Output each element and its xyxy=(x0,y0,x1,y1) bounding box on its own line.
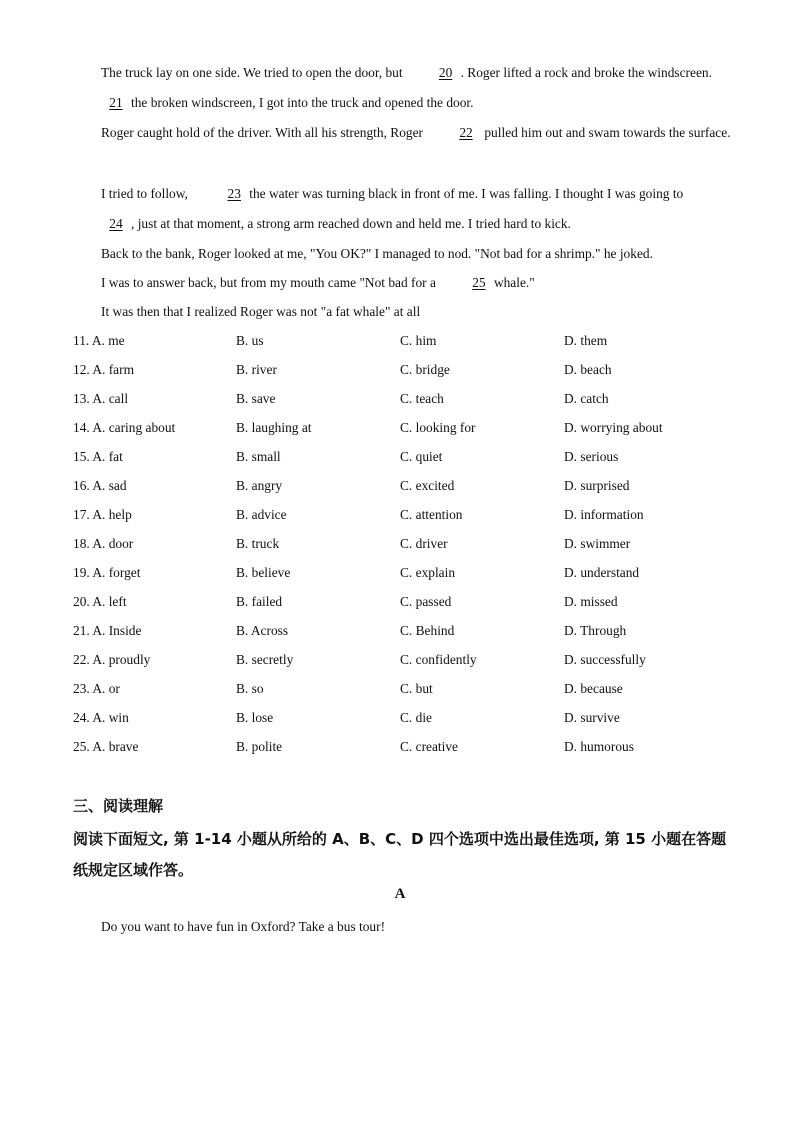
option-d: D. beach xyxy=(564,362,612,377)
option-d: D. survive xyxy=(564,710,620,725)
passage-text: . Roger lifted a rock and broke the windscreen. xyxy=(460,65,712,80)
option-c: C. him xyxy=(400,333,437,348)
option-a: 13. A. call xyxy=(73,391,129,406)
passage-text: pulled him out and swam towards the surface. xyxy=(481,125,731,140)
option-b: B. advice xyxy=(236,507,287,522)
question-row xyxy=(73,442,753,471)
question-row xyxy=(73,500,753,529)
option-c: C. confidently xyxy=(400,652,477,667)
question-row xyxy=(73,413,753,442)
option-c: C. explain xyxy=(400,565,456,580)
question-row xyxy=(73,674,753,703)
part-label: A xyxy=(394,886,406,902)
option-a: 22. A. proudly xyxy=(73,652,151,667)
option-a: 15. A. fat xyxy=(73,449,123,464)
option-a: 23. A. or xyxy=(73,681,120,696)
option-d: D. worrying about xyxy=(564,420,663,435)
question-row xyxy=(73,616,753,645)
passage-paragraph-6: It was then that I realized Roger was not "a fat whale" at all xyxy=(101,304,421,319)
option-c: C. Behind xyxy=(400,623,455,638)
question-row xyxy=(73,587,753,616)
passage-text: Roger caught hold of the driver. With all his strength, Roger xyxy=(101,125,424,140)
option-b: B. so xyxy=(236,681,264,696)
option-a: 25. A. brave xyxy=(73,739,139,754)
reading-first-line: Do you want to have fun in Oxford? Take a bus tour! xyxy=(101,919,386,934)
option-d: D. because xyxy=(564,681,623,696)
option-b: B. lose xyxy=(236,710,274,725)
option-a: 14. A. caring about xyxy=(73,420,176,435)
answer-options-list xyxy=(73,326,753,761)
option-a: 18. A. door xyxy=(73,536,134,551)
option-b: B. failed xyxy=(236,594,283,609)
passage-text: I was to answer back, but from my mouth came "Not bad for a xyxy=(101,275,436,290)
passage-text: the water was turning black in front of me. I was falling. I thought I was going to xyxy=(249,186,684,201)
question-row xyxy=(73,326,753,355)
option-c: C. passed xyxy=(400,594,452,609)
option-a: 19. A. forget xyxy=(73,565,141,580)
option-d: D. swimmer xyxy=(564,536,631,551)
option-c: C. but xyxy=(400,681,433,696)
option-c: C. looking for xyxy=(400,420,476,435)
option-b: B. save xyxy=(236,391,276,406)
blank-22: 22 xyxy=(459,125,473,140)
passage-text: I tried to follow, xyxy=(101,186,192,201)
question-row xyxy=(73,645,753,674)
option-a: 17. A. help xyxy=(73,507,132,522)
option-c: C. bridge xyxy=(400,362,450,377)
passage-paragraph-5 xyxy=(73,268,733,298)
blank-21: 21 xyxy=(109,95,123,110)
option-d: D. successfully xyxy=(564,652,646,667)
option-b: B. angry xyxy=(236,478,283,493)
blank-24: 24 xyxy=(109,216,123,231)
option-d: D. humorous xyxy=(564,739,634,754)
option-c: C. creative xyxy=(400,739,458,754)
passage-paragraph-1 xyxy=(73,58,733,118)
option-a: 24. A. win xyxy=(73,710,129,725)
passage-text: whale." xyxy=(493,275,535,290)
blank-25: 25 xyxy=(472,275,486,290)
option-c: C. driver xyxy=(400,536,448,551)
option-b: B. us xyxy=(236,333,264,348)
option-b: B. believe xyxy=(236,565,291,580)
passage-text: , just at that moment, a strong arm reached down and held me. I tried hard to kick. xyxy=(131,216,571,231)
option-c: C. excited xyxy=(400,478,455,493)
option-d: D. information xyxy=(564,507,644,522)
section-title: 三、阅读理解 xyxy=(73,797,164,815)
blank-23: 23 xyxy=(227,186,241,201)
question-row xyxy=(73,355,753,384)
passage-text: the broken windscreen, I got into the truck and opened the door. xyxy=(131,95,474,110)
passage-paragraph-4: Back to the bank, Roger looked at me, "You OK?" I managed to nod. "Not bad for a shrimp." he joked. xyxy=(101,246,653,261)
option-a: 12. A. farm xyxy=(73,362,134,377)
blank-20: 20 xyxy=(438,65,453,80)
option-b: B. small xyxy=(236,449,281,464)
option-d: D. catch xyxy=(564,391,609,406)
section-instructions: 阅读下面短文, 第 1-14 小题从所给的 A、B、C、D 四个选项中选出最佳选项, 第 15 小题在答题纸规定区域作答。 xyxy=(73,830,727,879)
question-row xyxy=(73,471,753,500)
option-b: B. river xyxy=(236,362,277,377)
option-c: C. teach xyxy=(400,391,444,406)
option-b: B. laughing at xyxy=(236,420,312,435)
option-c: C. quiet xyxy=(400,449,443,464)
question-row xyxy=(73,732,753,761)
option-d: D. them xyxy=(564,333,608,348)
option-d: D. missed xyxy=(564,594,618,609)
option-a: 20. A. left xyxy=(73,594,127,609)
option-b: B. polite xyxy=(236,739,283,754)
passage-paragraph-2 xyxy=(73,118,733,148)
option-a: 16. A. sad xyxy=(73,478,127,493)
option-c: C. die xyxy=(400,710,432,725)
option-d: D. serious xyxy=(564,449,619,464)
option-b: B. secretly xyxy=(236,652,294,667)
option-a: 21. A. Inside xyxy=(73,623,142,638)
option-b: B. truck xyxy=(236,536,280,551)
passage-paragraph-3 xyxy=(73,179,733,239)
passage-text: The truck lay on one side. We tried to open the door, but xyxy=(101,65,403,80)
option-c: C. attention xyxy=(400,507,463,522)
option-d: D. Through xyxy=(564,623,627,638)
question-row xyxy=(73,384,753,413)
question-row xyxy=(73,703,753,732)
option-d: D. understand xyxy=(564,565,640,580)
option-d: D. surprised xyxy=(564,478,630,493)
option-a: 11. A. me xyxy=(73,333,125,348)
option-b: B. Across xyxy=(236,623,289,638)
question-row xyxy=(73,558,753,587)
question-row xyxy=(73,529,753,558)
